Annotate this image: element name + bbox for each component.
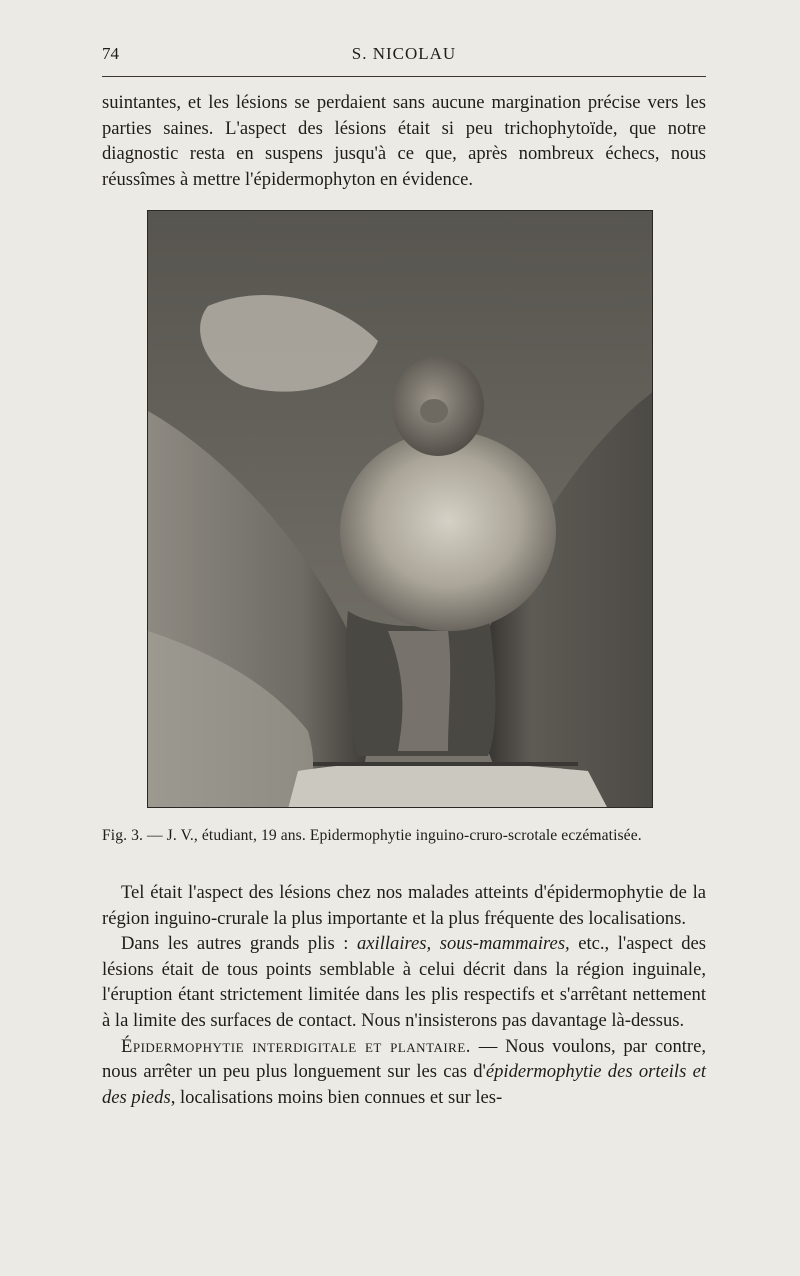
- header-rule: [102, 76, 706, 77]
- figure-caption: Fig. 3. — J. V., étudiant, 19 ans. Epidermophytie inguino-cruro-scrotale eczématisée.: [102, 827, 642, 844]
- paragraph-text: suintantes, et les lésions se perdaient sans aucune margination précise vers les parties saines. L'aspect des lésions était si peu trichophytoïde, que notre diagnostic resta en suspens jusqu'à ce que, après nombreux échecs, nous réussîmes à mettre l'épidermophyton en évidence.: [102, 92, 706, 190]
- page-number: 74: [102, 44, 119, 63]
- meatus: [420, 399, 448, 423]
- paragraph-1: Tel était l'aspect des lésions chez nos malades atteints d'épidermophytie de la région inguino-crurale la plus importante et la plus fréquente des localisations.: [102, 882, 706, 929]
- paragraph-3: [102, 1034, 706, 1111]
- bed-sheet: [288, 762, 608, 808]
- paragraph-2-start: Dans les autres grands plis :: [121, 933, 357, 955]
- paragraph-2-italic: axillaires, sous-mammaires,: [357, 933, 570, 955]
- section-heading: Épidermophytie interdigitale et plantaire.: [121, 1035, 471, 1057]
- running-title: S. NICOLAU: [351, 44, 457, 63]
- figure-photograph: [147, 210, 653, 808]
- page-header: [102, 44, 706, 70]
- top-paragraph: [102, 90, 706, 192]
- body-text: [102, 880, 706, 1110]
- scrotum: [340, 431, 556, 631]
- paragraph-3-mid: — Nous voulons, par contre, nous arrêter un peu plus longuement sur les cas d': [102, 1035, 706, 1083]
- clinical-photo-illustration: [148, 211, 653, 808]
- paragraph-2: [102, 931, 706, 1033]
- paragraph-3-italic: épidermophytie des orteils et des pieds: [102, 1061, 707, 1108]
- paragraph-3-end: , localisations moins bien connues et sur les-: [170, 1086, 503, 1108]
- paragraph-2-end: etc., l'aspect des lésions était de tous points semblable à celui décrit dans la région inguinale, l'éruption étant strictement limitée dans les plis respectifs et s'arrêtant nettement à la limite des surfaces de contact. Nous n'insisterons pas davantage là-dessus.: [102, 933, 706, 1031]
